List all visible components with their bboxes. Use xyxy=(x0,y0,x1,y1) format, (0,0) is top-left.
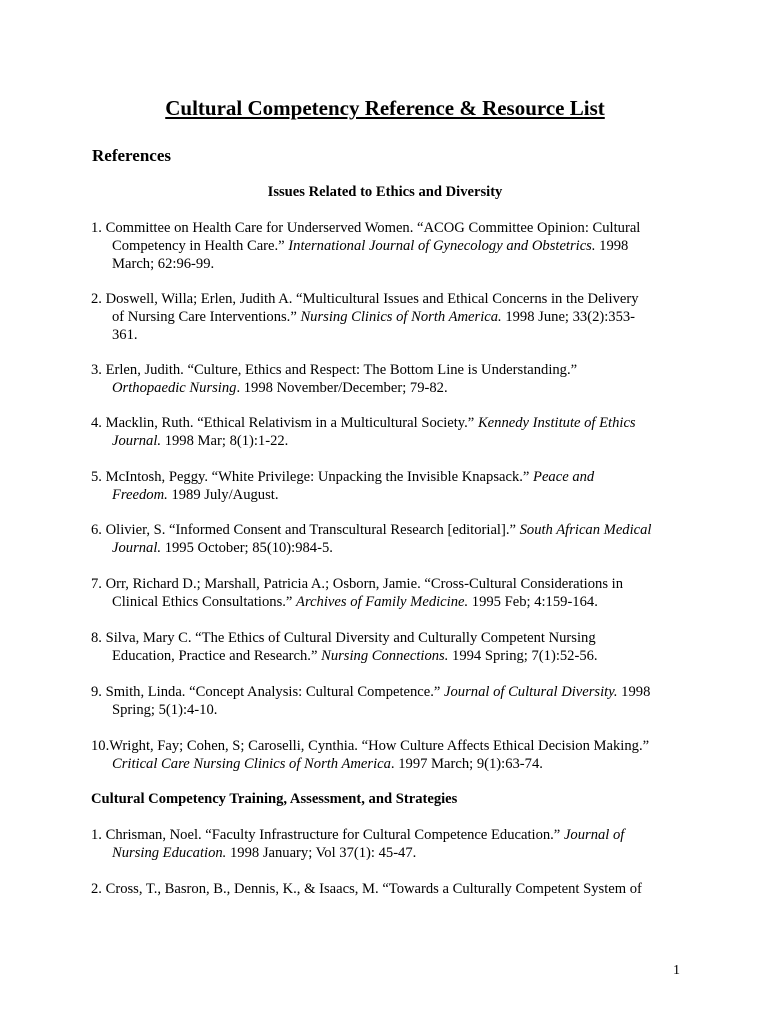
reference-line: Education, Practice and Research.” Nursing Connections. 1994 Spring; 7(1):52-56. xyxy=(112,648,598,664)
reference-line: 2. Cross, T., Basron, B., Dennis, K., & Isaacs, M. “Towards a Culturally Competent System of xyxy=(91,881,642,897)
reference-line: Freedom. 1989 July/August. xyxy=(112,487,279,503)
reference-line: Nursing Education. 1998 January; Vol 37(1): 45-47. xyxy=(112,845,417,861)
group-heading-ethics: Issues Related to Ethics and Diversity xyxy=(267,184,503,200)
reference-line: Spring; 5(1):4-10. xyxy=(112,702,218,718)
reference-line: 9. Smith, Linda. “Concept Analysis: Cultural Competence.” Journal of Cultural Diversity. 1998 xyxy=(91,684,651,700)
page-title: Cultural Competency Reference & Resource List xyxy=(165,96,605,120)
reference-line: 5. McIntosh, Peggy. “White Privilege: Unpacking the Invisible Knapsack.” Peace and xyxy=(91,469,595,485)
reference-line: 2. Doswell, Willa; Erlen, Judith A. “Multicultural Issues and Ethical Concerns in the Delivery xyxy=(91,291,639,307)
reference-entry xyxy=(91,737,686,773)
reference-line: 8. Silva, Mary C. “The Ethics of Cultural Diversity and Culturally Competent Nursing xyxy=(91,630,596,646)
reference-entry xyxy=(91,683,686,719)
reference-line: 361. xyxy=(112,327,138,343)
reference-line: Journal. 1995 October; 85(10):984-5. xyxy=(112,540,333,556)
page-number: 1 xyxy=(673,963,680,978)
reference-line: 1. Committee on Health Care for Underserved Women. “ACOG Committee Opinion: Cultural xyxy=(91,220,641,236)
reference-entry xyxy=(91,468,686,504)
reference-line: Clinical Ethics Consultations.” Archives of Family Medicine. 1995 Feb; 4:159-164. xyxy=(112,594,598,610)
reference-entry xyxy=(91,290,686,344)
reference-entry xyxy=(91,414,686,450)
reference-entry xyxy=(91,575,686,611)
reference-line: 6. Olivier, S. “Informed Consent and Transcultural Research [editorial].” South African Medical xyxy=(91,522,652,538)
section-heading: References xyxy=(92,146,171,165)
reference-entry xyxy=(91,826,686,862)
reference-entry xyxy=(91,629,686,665)
reference-entry xyxy=(91,219,686,273)
reference-line: 3. Erlen, Judith. “Culture, Ethics and Respect: The Bottom Line is Understanding.” xyxy=(91,362,578,378)
reference-line: Competency in Health Care.” International Journal of Gynecology and Obstetrics. 1998 xyxy=(112,238,629,254)
group-heading-training: Cultural Competency Training, Assessment, and Strategies xyxy=(91,791,458,807)
reference-line: Journal. 1998 Mar; 8(1):1-22. xyxy=(112,433,289,449)
reference-line: March; 62:96-99. xyxy=(112,256,215,272)
reference-line: 1. Chrisman, Noel. “Faculty Infrastructure for Cultural Competence Education.” Journal of xyxy=(91,827,625,843)
reference-entry xyxy=(91,521,686,557)
reference-line: Orthopaedic Nursing. 1998 November/December; 79-82. xyxy=(112,380,448,396)
reference-line: 4. Macklin, Ruth. “Ethical Relativism in a Multicultural Society.” Kennedy Institute of Ethics xyxy=(91,415,636,431)
reference-line: of Nursing Care Interventions.” Nursing Clinics of North America. 1998 June; 33(2):353- xyxy=(112,309,636,325)
reference-line: 10.Wright, Fay; Cohen, S; Caroselli, Cynthia. “How Culture Affects Ethical Decision Making.” xyxy=(91,738,650,754)
reference-line: Critical Care Nursing Clinics of North America. 1997 March; 9(1):63-74. xyxy=(112,756,543,772)
reference-line: 7. Orr, Richard D.; Marshall, Patricia A.; Osborn, Jamie. “Cross-Cultural Considerations in xyxy=(91,576,624,592)
reference-entry xyxy=(91,880,686,898)
reference-entry xyxy=(91,361,686,397)
